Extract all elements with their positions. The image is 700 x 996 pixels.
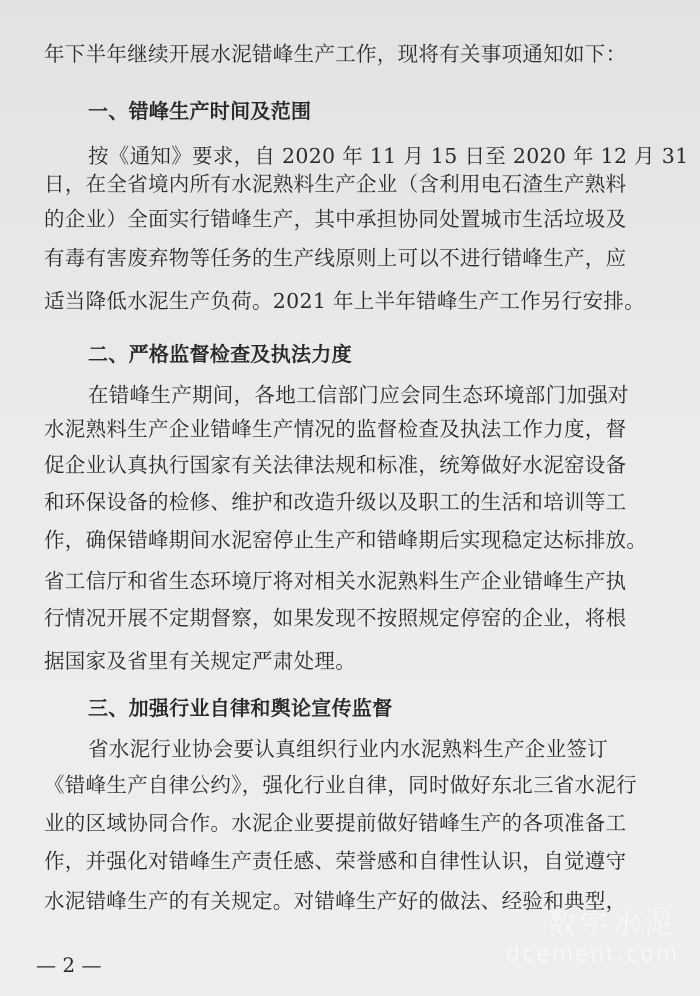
section-heading: 三、加强行业自律和舆论宣传监督 (88, 696, 393, 720)
paragraph-line: 《错峰生产自律公约》，强化行业自律，同时做好东北三省水泥行 (44, 773, 637, 797)
watermark-en: dcement.com (506, 942, 680, 967)
paragraph-line: 据国家及省里有关规定严肃处理。 (44, 649, 356, 673)
paragraph-line: 在错峰生产期间，各地工信部门应会同生态环境部门加强对 (88, 383, 629, 407)
paragraph-line: 和环保设备的检修、维护和改造升级以及职工的生活和培训等工 (44, 490, 627, 514)
watermark (506, 906, 680, 968)
watermark-cn: 数字水泥 (547, 907, 676, 940)
paragraph-line: 年下半年继续开展水泥错峰生产工作，现将有关事项通知如下： (44, 42, 627, 66)
paragraph-line: 促企业认真执行国家有关法律法规和标准，统筹做好水泥窑设备 (44, 453, 627, 477)
paragraph-line: 水泥熟料生产企业错峰生产情况的监督检查及执法工作力度，督 (44, 417, 627, 441)
paragraph-line: 按《通知》要求，自 2020 年 11 月 15 日至 2020 年 12 月 31 (88, 144, 689, 168)
section-heading: 二、严格监督检查及执法力度 (88, 342, 352, 366)
paragraph-line: 行情况开展不定期督察，如果发现不按照规定停窑的企业，将根 (44, 606, 627, 630)
paragraph-line: 省水泥行业协会要认真组织行业内水泥熟料生产企业签订 (88, 737, 608, 761)
paragraph-line: 作，并强化对错峰生产责任感、荣誉感和自律性认识，自觉遵守 (44, 849, 627, 873)
paragraph-line: 水泥错峰生产的有关规定。对错峰生产好的做法、经验和典型， (44, 889, 627, 913)
paragraph-line: 有毒有害废弃物等任务的生产线原则上可以不进行错峰生产，应 (44, 246, 627, 270)
paragraph-line: 适当降低水泥生产负荷。2021 年上半年错峰生产工作另行安排。 (44, 289, 645, 313)
paragraph-line: 日，在全省境内所有水泥熟料生产企业（含利用电石渣生产熟料 (44, 172, 627, 196)
section-heading: 一、错峰生产时间及范围 (88, 99, 312, 123)
paragraph-line: 的企业）全面实行错峰生产，其中承担协同处置城市生活垃圾及 (44, 207, 627, 231)
page-number: — 2 — (36, 953, 102, 977)
paragraph-line: 作，确保错峰期间水泥窑停止生产和错峰期后实现稳定达标排放。 (44, 528, 648, 552)
paragraph-line: 省工信厅和省生态环境厅将对相关水泥熟料生产企业错峰生产执 (44, 569, 627, 593)
paragraph-line: 业的区域协同合作。水泥企业要提前做好错峰生产的各项准备工 (44, 811, 627, 835)
